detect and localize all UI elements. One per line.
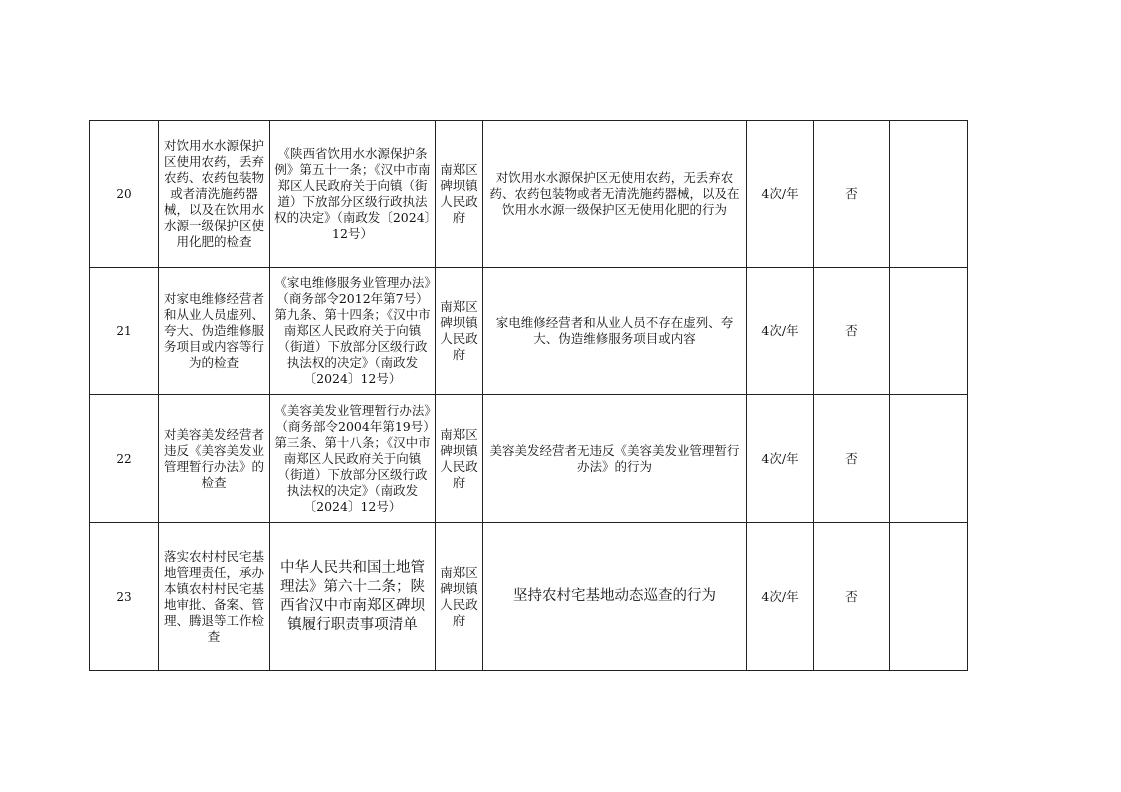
row-number: 20	[90, 121, 159, 268]
legal-basis: 中华人民共和国土地管理法》第六十二条；陕西省汉中市南郑区碑坝镇履行职责事项清单	[270, 523, 436, 671]
responsible-department: 南郑区碑坝镇人民政府	[436, 395, 483, 523]
inspection-frequency: 4次/年	[747, 268, 814, 395]
remarks-cell	[890, 395, 968, 523]
inspection-item: 落实农村村民宅基地管理责任，承办本镇农村村民宅基地审批、备案、管理、腾退等工作检查	[159, 523, 270, 671]
remarks-cell	[890, 268, 968, 395]
inspection-content: 对饮用水水源保护区无使用农药，无丢弃农药、农药包装物或者无清洗施药器械，以及在饮用水水源一级保护区无使用化肥的行为	[483, 121, 747, 268]
table-row	[90, 268, 968, 395]
inspection-item: 对家电维修经营者和从业人员虚列、夸大、伪造维修服务项目或内容等行为的检查	[159, 268, 270, 395]
table-row	[90, 395, 968, 523]
inspection-flag: 否	[814, 523, 890, 671]
table-row	[90, 121, 968, 268]
inspection-frequency: 4次/年	[747, 121, 814, 268]
inspection-item: 对饮用水水源保护区使用农药，丢弃农药、农药包装物或者清洗施药器械，以及在饮用水水源一级保护区使用化肥的检查	[159, 121, 270, 268]
inspection-item: 对美容美发经营者违反《美容美发业管理暂行办法》的检查	[159, 395, 270, 523]
row-number: 22	[90, 395, 159, 523]
responsible-department: 南郑区碑坝镇人民政府	[436, 121, 483, 268]
inspection-flag: 否	[814, 268, 890, 395]
responsible-department: 南郑区碑坝镇人民政府	[436, 268, 483, 395]
remarks-cell	[890, 523, 968, 671]
legal-basis: 《美容美发业管理暂行办法》（商务部令2004年第19号）第三条、第十八条；《汉中市南郑区人民政府关于向镇（街道）下放部分区级行政执法权的决定》（南政发〔2024〕12号）	[270, 395, 436, 523]
inspection-content: 家电维修经营者和从业人员不存在虚列、夸大、伪造维修服务项目或内容	[483, 268, 747, 395]
inspection-flag: 否	[814, 395, 890, 523]
inspection-content: 美容美发经营者无违反《美容美发业管理暂行办法》的行为	[483, 395, 747, 523]
table-row	[90, 523, 968, 671]
legal-basis: 《陕西省饮用水水源保护条例》第五十一条；《汉中市南郑区人民政府关于向镇（街道）下放部分区级行政执法权的决定》（南政发〔2024〕12号）	[270, 121, 436, 268]
inspection-frequency: 4次/年	[747, 395, 814, 523]
remarks-cell	[890, 121, 968, 268]
inspection-flag: 否	[814, 121, 890, 268]
inspection-content: 坚持农村宅基地动态巡查的行为	[483, 523, 747, 671]
row-number: 21	[90, 268, 159, 395]
row-number: 23	[90, 523, 159, 671]
inspection-table	[89, 120, 968, 671]
responsible-department: 南郑区碑坝镇人民政府	[436, 523, 483, 671]
legal-basis: 《家电维修服务业管理办法》（商务部令2012年第7号）第九条、第十四条；《汉中市南郑区人民政府关于向镇（街道）下放部分区级行政执法权的决定》（南政发〔2024〕12号）	[270, 268, 436, 395]
inspection-frequency: 4次/年	[747, 523, 814, 671]
